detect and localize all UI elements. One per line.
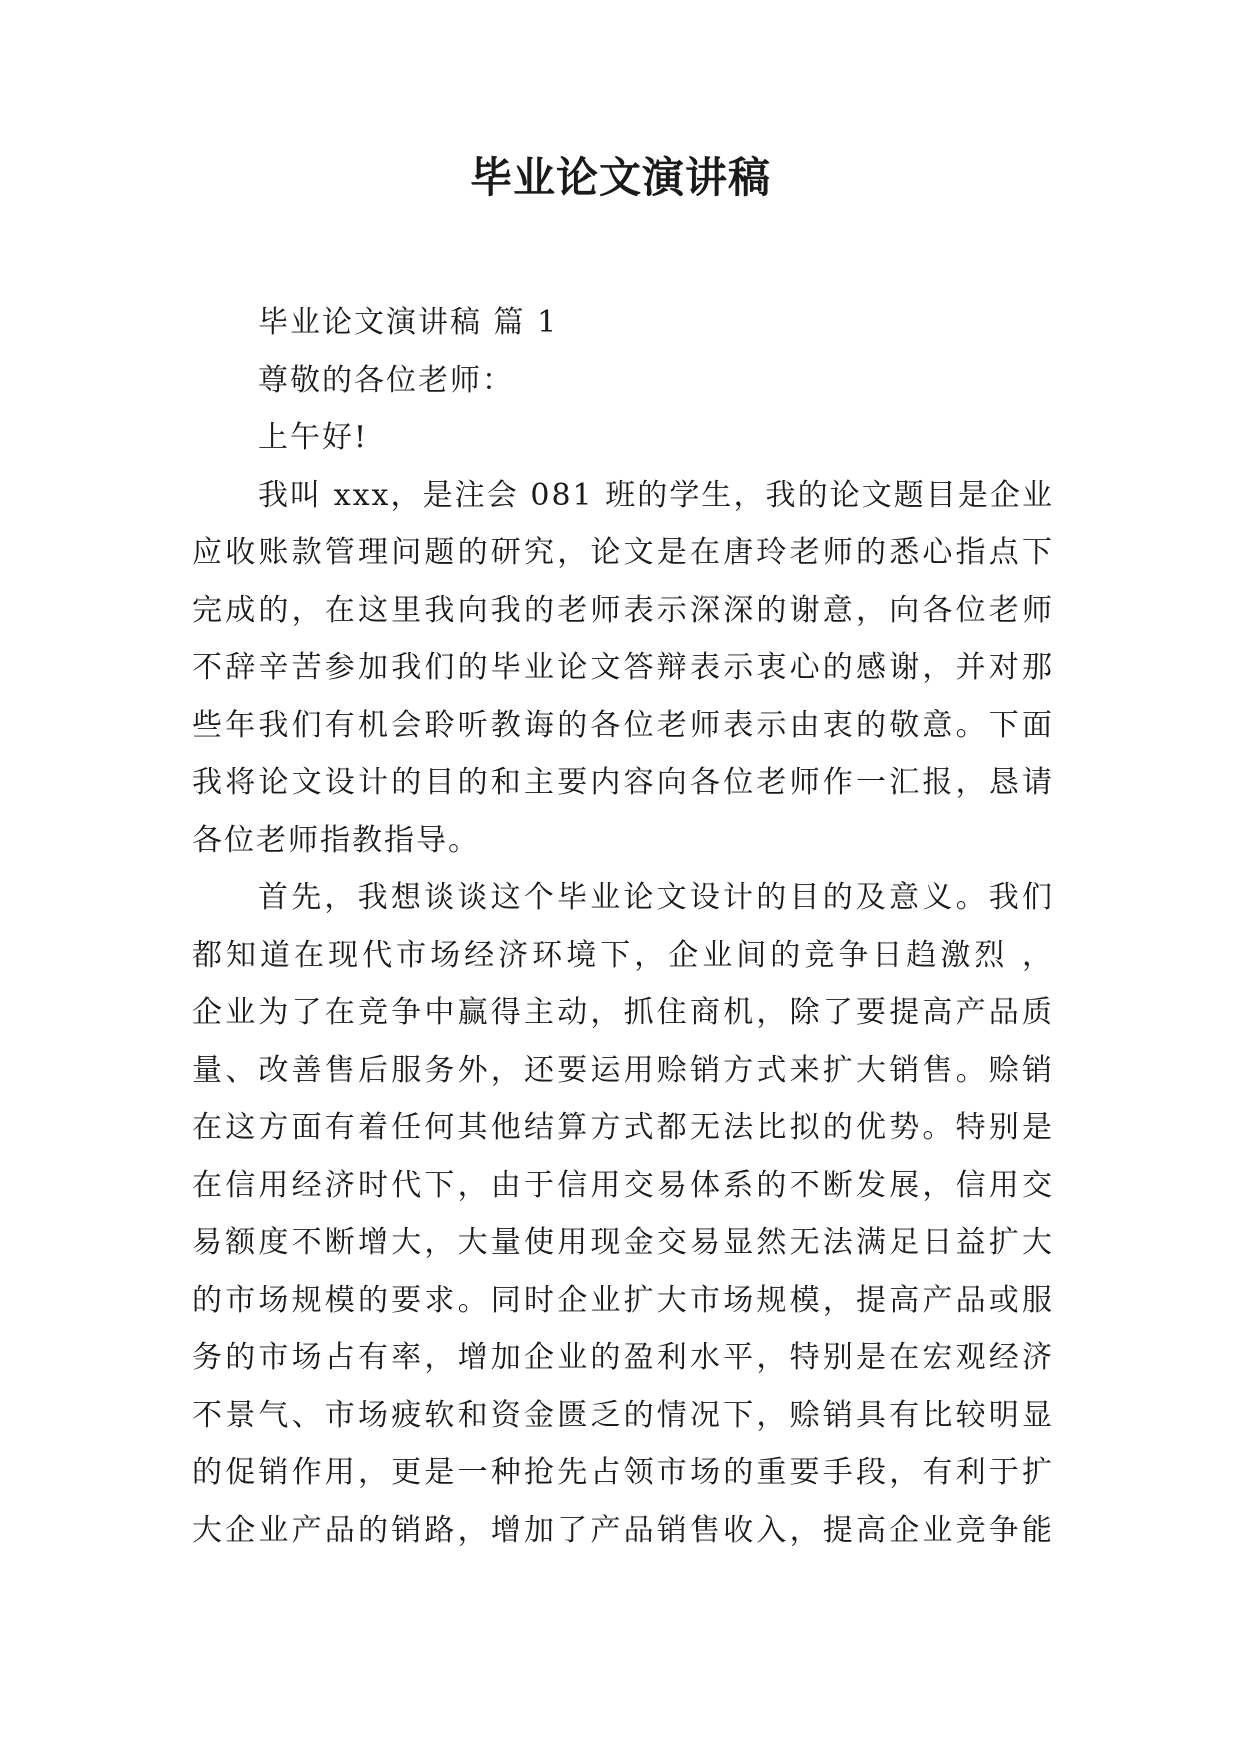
body-line: 不辞辛苦参加我们的毕业论文答辩表示衷心的感谢，并对那	[192, 650, 1054, 685]
body-line: 的促销作用，更是一种抢先占领市场的重要手段，有利于扩	[192, 1455, 1054, 1490]
body-line: 的市场规模的要求。同时企业扩大市场规模，提高产品或服	[192, 1282, 1054, 1318]
body-line: 量、改善售后服务外，还要运用赊销方式来扩大销售。赊销	[192, 1052, 1054, 1088]
body-line: 应收账款管理问题的研究，论文是在唐玲老师的悉心指点下	[192, 535, 1054, 570]
body-line: 在这方面有着任何其他结算方式都无法比拟的优势。特别是	[192, 1110, 1054, 1145]
body-line: 完成的，在这里我向我的老师表示深深的谢意，向各位老师	[192, 592, 1054, 628]
body-line: 我叫 xxx，是注会 081 班的学生，我的论文题目是企业	[258, 477, 1054, 513]
body-line: 易额度不断增大，大量使用现金交易显然无法满足日益扩大	[192, 1225, 1054, 1260]
document-body	[192, 294, 1054, 1559]
body-line: 我将论文设计的目的和主要内容向各位老师作一汇报，恳请	[192, 765, 1054, 800]
body-line: 大企业产品的销路，增加了产品销售收入，提高企业竞争能	[192, 1512, 1054, 1548]
body-line: 些年我们有机会聆听教诲的各位老师表示由衷的敬意。下面	[192, 707, 1054, 743]
body-line: 企业为了在竞争中赢得主动，抓住商机，除了要提高产品质	[192, 995, 1054, 1030]
body-line: 在信用经济时代下，由于信用交易体系的不断发展，信用交	[192, 1167, 1054, 1203]
body-line: 不景气、市场疲软和资金匮乏的情况下，赊销具有比较明显	[192, 1397, 1054, 1433]
body-line: 务的市场占有率，增加企业的盈利水平，特别是在宏观经济	[192, 1340, 1054, 1375]
body-line: 尊敬的各位老师：	[258, 362, 514, 398]
body-line: 毕业论文演讲稿 篇 1	[258, 305, 559, 340]
body-line: 各位老师指教指导。	[192, 822, 480, 858]
body-line: 上午好!	[258, 420, 369, 455]
body-line: 首先，我想谈谈这个毕业论文设计的目的及意义。我们	[258, 880, 1054, 915]
document-title: 毕业论文演讲稿	[469, 153, 771, 202]
body-line: 都知道在现代市场经济环境下，企业间的竞争日趋激烈 ，	[192, 937, 1054, 973]
